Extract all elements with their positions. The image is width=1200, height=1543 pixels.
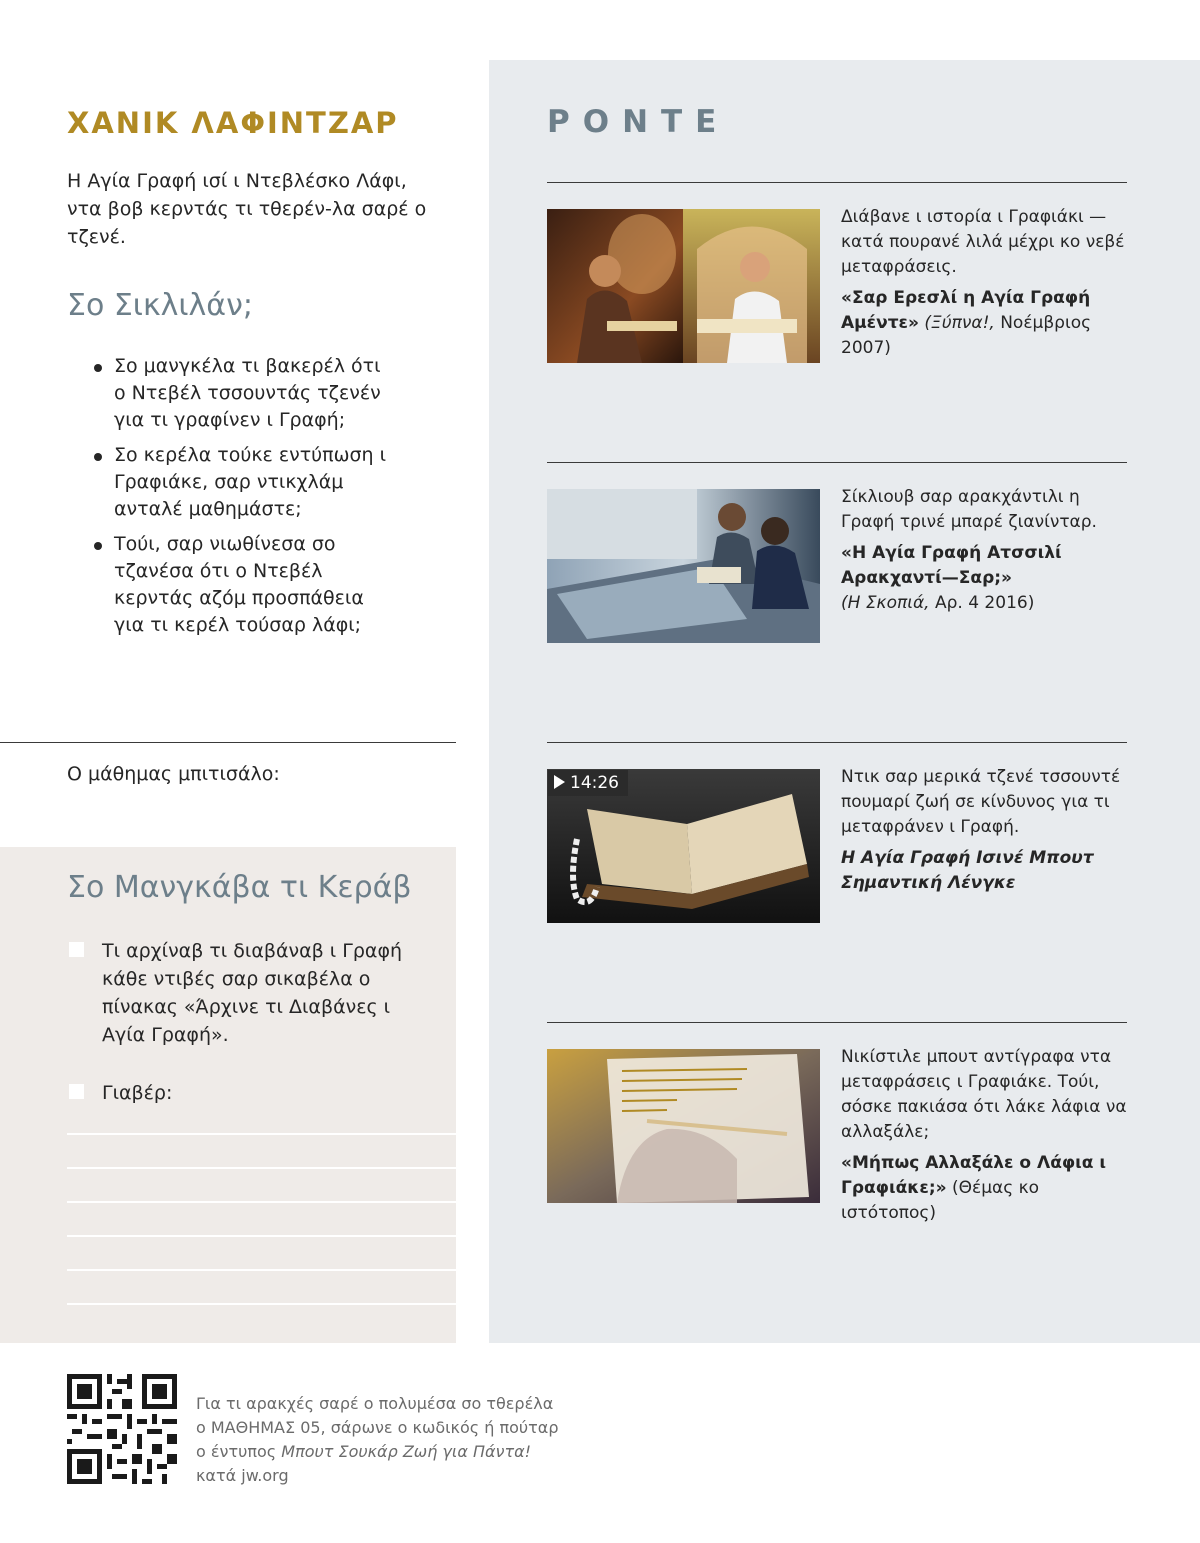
intro-text: Η Αγία Γραφή ισί ι Ντεβλέσκο Λάφι, ντα βοβ κερντάς τι τθερέν-λα σαρέ ο τζενέ.: [67, 170, 427, 248]
write-line[interactable]: [67, 1303, 456, 1305]
reference[interactable]: «Σαρ Ερεσλί η Αγία Γραφή Αμέντε» (Ξύπνα!, Νοέμβριος 2007): [841, 288, 1092, 358]
write-line[interactable]: [67, 1201, 456, 1203]
write-line[interactable]: [67, 1167, 456, 1169]
write-line[interactable]: [67, 1133, 456, 1135]
bullet-icon: [94, 453, 102, 461]
todo-item-reading: Τι αρχίναβ τι διαβάναβ ι Γραφή κάθε ντιβές σαρ σικαβέλα ο πίνακας «Άρχινε τι Διαβάνες ι Αγία Γραφή».: [67, 937, 427, 1049]
divider: [547, 1022, 1127, 1023]
lesson-completed-label: Ο μάθημας μπιτισάλο:: [67, 763, 280, 785]
bullet-icon: [94, 542, 102, 550]
scribes-illustration-icon[interactable]: [547, 209, 820, 363]
explore-item-1: Διάβανε ι ιστορία ι Γραφιάκι —κατά πουρανέ λιλά μέχρι κο νεβέ μεταφράσεις. «Σαρ Ερεσλί η Αγία Γραφή Αμέντε» (Ξύπνα!, Νοέμβριος 2007): [841, 205, 1131, 361]
todo-item-other: Γιαβέρ:: [67, 1079, 427, 1107]
reference[interactable]: «Μήπως Αλλαξάλε ο Λάφια ι Γραφιάκε;» (Θέμας κο ιστότοπος): [841, 1153, 1107, 1223]
page-heading: ΧΑΝΙΚ ΛΑΦΙΝΤΖΑΡ: [67, 106, 399, 140]
reference[interactable]: Η Αγία Γραφή Ισινέ Μπουτ Σημαντική Λένγκε: [841, 848, 1094, 893]
write-line[interactable]: [67, 1269, 456, 1271]
reference[interactable]: «Η Αγία Γραφή Ατσσιλί Αρακχαντί—Σαρ;» (Η Σκοπιά, Αρ. 4 2016): [841, 543, 1062, 613]
explore-item-2: Σίκλιουβ σαρ αρακχάντιλι η Γραφή τρινέ μπαρέ ζιανίνταρ. «Η Αγία Γραφή Ατσσιλί Αρακχαντί—Σαρ;» (Η Σκοπιά, Αρ. 4 2016): [841, 485, 1131, 616]
footer-note: Για τι αρακχές σαρέ ο πολυμέσα σο τθερέλα ο ΜΑΘΗΜΑΣ 05, σάρωνε ο κωδικός ή πούταρ ο έντυπος Μπουτ Σουκάρ Ζωή για Πάντα! κατά jw.org: [196, 1394, 559, 1485]
write-line[interactable]: [67, 1235, 456, 1237]
bullet-icon: [94, 364, 102, 372]
museum-photo-icon[interactable]: [547, 489, 820, 643]
divider: [547, 742, 1127, 743]
handwriting-scroll-icon[interactable]: [547, 1049, 820, 1203]
divider: [547, 462, 1127, 463]
questions-list: [92, 353, 392, 647]
video-duration-badge[interactable]: 14:26: [548, 770, 628, 796]
divider: [547, 182, 1127, 183]
question-item: Σο κερέλα τούκε εντύπωση ι Γραφιάκε, σαρ ντικχλάμ ανταλέ μαθημάστε;: [92, 442, 392, 523]
play-icon: [554, 775, 565, 789]
explore-title: ΡΟΝΤΕ: [547, 104, 730, 140]
qr-code-icon[interactable]: [67, 1374, 177, 1484]
explore-item-3: Ντικ σαρ μερικά τζενέ τσσουντέ πουμαρί ζωή σε κίνδυνος για τι μεταφράνεν ι Γραφή. Η Αγία Γραφή Ισινέ Μπουτ Σημαντική Λένγκε: [841, 765, 1131, 896]
divider: [0, 742, 456, 743]
explore-item-4: Νικίστιλε μπουτ αντίγραφα ντα μεταφράσεις ι Γραφιάκε. Τούι, σόσκε πακιάσα ότι λάκε λάφια να αλλαξάλε; «Μήπως Αλλαξάλε ο Λάφια ι Γραφιάκε;» (Θέμας κο ιστότοπος): [841, 1045, 1131, 1226]
question-item: Τούι, σαρ νιωθίνεσα σο τζανέσα ότι ο Ντεβέλ κερντάς αζόμ προσπάθεια για τι κερέλ τούσαρ λάφι;: [92, 531, 392, 639]
checkbox[interactable]: [69, 942, 84, 957]
question-item: Σο μανγκέλα τι βακερέλ ότι ο Ντεβέλ τσσουντάς τζενέν για τι γραφίνεν ι Γραφή;: [92, 353, 392, 434]
todo-title: Σο Μανγκάβα τι Κεράβ: [67, 870, 412, 905]
questions-heading: Σο Σικλιλάν;: [67, 288, 253, 323]
checkbox[interactable]: [69, 1084, 84, 1099]
